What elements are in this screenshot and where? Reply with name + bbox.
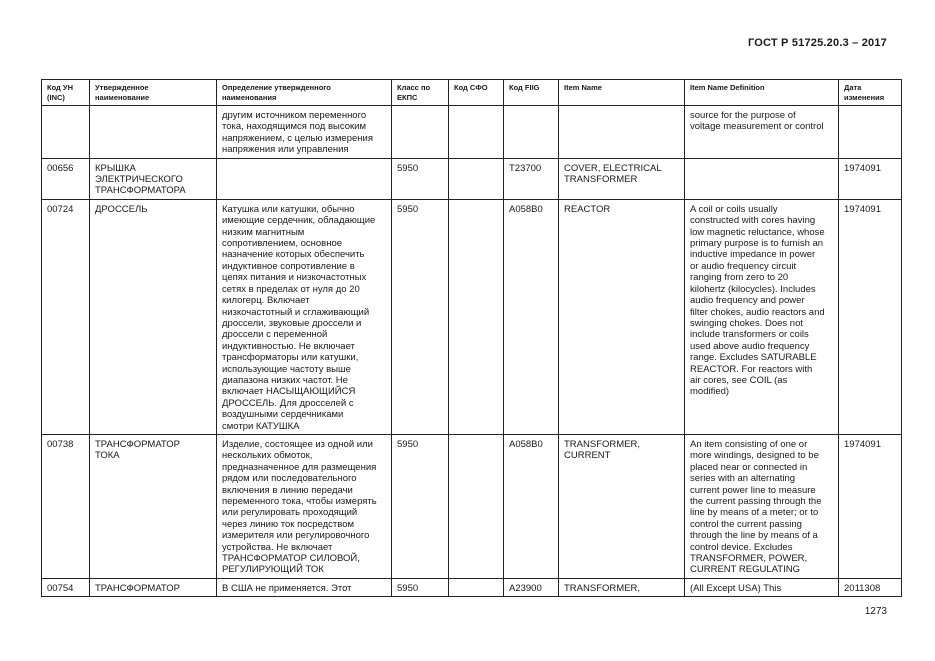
header-sfo: Код СФО (449, 80, 504, 106)
cell-code (42, 106, 90, 159)
page-number: 1273 (864, 606, 887, 617)
cell-name-ru (90, 106, 217, 159)
header-date: Дата изменения (839, 80, 902, 106)
header-fiig: Код FIIG (504, 80, 559, 106)
cell-date: 1974091 (839, 434, 902, 578)
cell-definition-ru: Изделие, состоящее из одной или нескольких обмоток, предназначенное для размещения рядом или последовательного включения в линию передачи переменного тока, чтобы измерять или регулировать проходящий через линию ток посредством измерителя или регулировочного устройства. Не включает ТРАНСФОРМАТОР СИЛОВОЙ, РЕГУЛИРУЮЩИЙ ТОК (217, 434, 392, 578)
cell-sfo (449, 434, 504, 578)
cell-fiig: A058B0 (504, 434, 559, 578)
header-code: Код УН (INC) (42, 80, 90, 106)
cell-date: 1974091 (839, 199, 902, 434)
cell-sfo (449, 158, 504, 199)
cell-fiig (504, 106, 559, 159)
cell-fiig: A058B0 (504, 199, 559, 434)
header-definition-ru: Определение утвержденного наименования (217, 80, 392, 106)
table-row (42, 106, 902, 159)
cell-item-name-definition: A coil or coils usually constructed with cores having low magnetic reluctance, whose primary purpose is to furnish an inductive impedance in power or audio frequency circuit ranging from zero to 20 kilohertz (kilocycles). Includes audio frequency and power filter chokes, audio reactors and swinging chokes. Does not include transformers or coils used above audio frequency range. Excludes SATURABLE REACTOR. For reactors with air cores, see COIL (as modified) (685, 199, 839, 434)
cell-item-name: TRANSFORMER, CURRENT (559, 434, 685, 578)
header-class: Класс по ЕКПС (392, 80, 449, 106)
header-item-name-definition: Item Name Definition (685, 80, 839, 106)
cell-fiig: A23900 (504, 578, 559, 596)
cell-item-name (559, 106, 685, 159)
cell-name-ru: КРЫШКА ЭЛЕКТРИЧЕСКОГО ТРАНСФОРМАТОРА (90, 158, 217, 199)
table-body (42, 106, 902, 597)
cell-definition-ru (217, 158, 392, 199)
cell-item-name: REACTOR (559, 199, 685, 434)
cell-name-ru: ТРАНСФОРМАТОР ТОКА (90, 434, 217, 578)
cell-item-name: COVER, ELECTRICAL TRANSFORMER (559, 158, 685, 199)
header-item-name: Item Name (559, 80, 685, 106)
cell-sfo (449, 578, 504, 596)
cell-name-ru: ДРОССЕЛЬ (90, 199, 217, 434)
cell-code: 00754 (42, 578, 90, 596)
cell-code: 00724 (42, 199, 90, 434)
cell-date: 1974091 (839, 158, 902, 199)
table-row (42, 578, 902, 596)
cell-date (839, 106, 902, 159)
cell-class: 5950 (392, 158, 449, 199)
table-row (42, 434, 902, 578)
cell-class (392, 106, 449, 159)
cell-item-name-definition: (All Except USA) This (685, 578, 839, 596)
table-row (42, 199, 902, 434)
header-name-ru: Утвержденное наименование (90, 80, 217, 106)
cell-code: 00738 (42, 434, 90, 578)
cell-definition-ru: Катушка или катушки, обычно имеющие сердечник, обладающие низким магнитным сопротивлением, основное назначение которых обеспечить индуктивное сопротивление в цепях питания и низкочастотных сетях в пределах от нуля до 20 килогерц. Включает низкочастотный и сглаживающий дроссели, звуковые дроссели и дроссели с переменной индуктивностью. Не включает трансформаторы или катушки, использующие частоту выше диапазона низких частот. Не включает НАСЫЩАЮЩИЙСЯ ДРОССЕЛЬ. Для дросселей с воздушными сердечниками смотри КАТУШКА (217, 199, 392, 434)
item-name-table (41, 79, 902, 597)
cell-fiig: T23700 (504, 158, 559, 199)
cell-definition-ru: В США не применяется. Этот (217, 578, 392, 596)
cell-definition-ru: другим источником переменного тока, находящимся под высоким напряжением, с целью измерения напряжения или управления (217, 106, 392, 159)
cell-name-ru: ТРАНСФОРМАТОР (90, 578, 217, 596)
cell-sfo (449, 106, 504, 159)
table-row (42, 158, 902, 199)
cell-class: 5950 (392, 578, 449, 596)
cell-item-name: TRANSFORMER, (559, 578, 685, 596)
cell-item-name-definition (685, 158, 839, 199)
cell-item-name-definition: source for the purpose of voltage measurement or control (685, 106, 839, 159)
cell-class: 5950 (392, 434, 449, 578)
cell-date: 2011308 (839, 578, 902, 596)
cell-code: 00656 (42, 158, 90, 199)
table-header-row (42, 80, 902, 106)
document-code: ГОСТ Р 51725.20.3 – 2017 (747, 37, 887, 49)
cell-item-name-definition: An item consisting of one or more windings, designed to be placed near or connected in series with an alternating current power line to measure the current passing through the line by means of a meter; or to control the current passing through the line by means of a control device. Excludes TRANSFORMER, POWER, CURRENT REGULATING (685, 434, 839, 578)
cell-sfo (449, 199, 504, 434)
cell-class: 5950 (392, 199, 449, 434)
